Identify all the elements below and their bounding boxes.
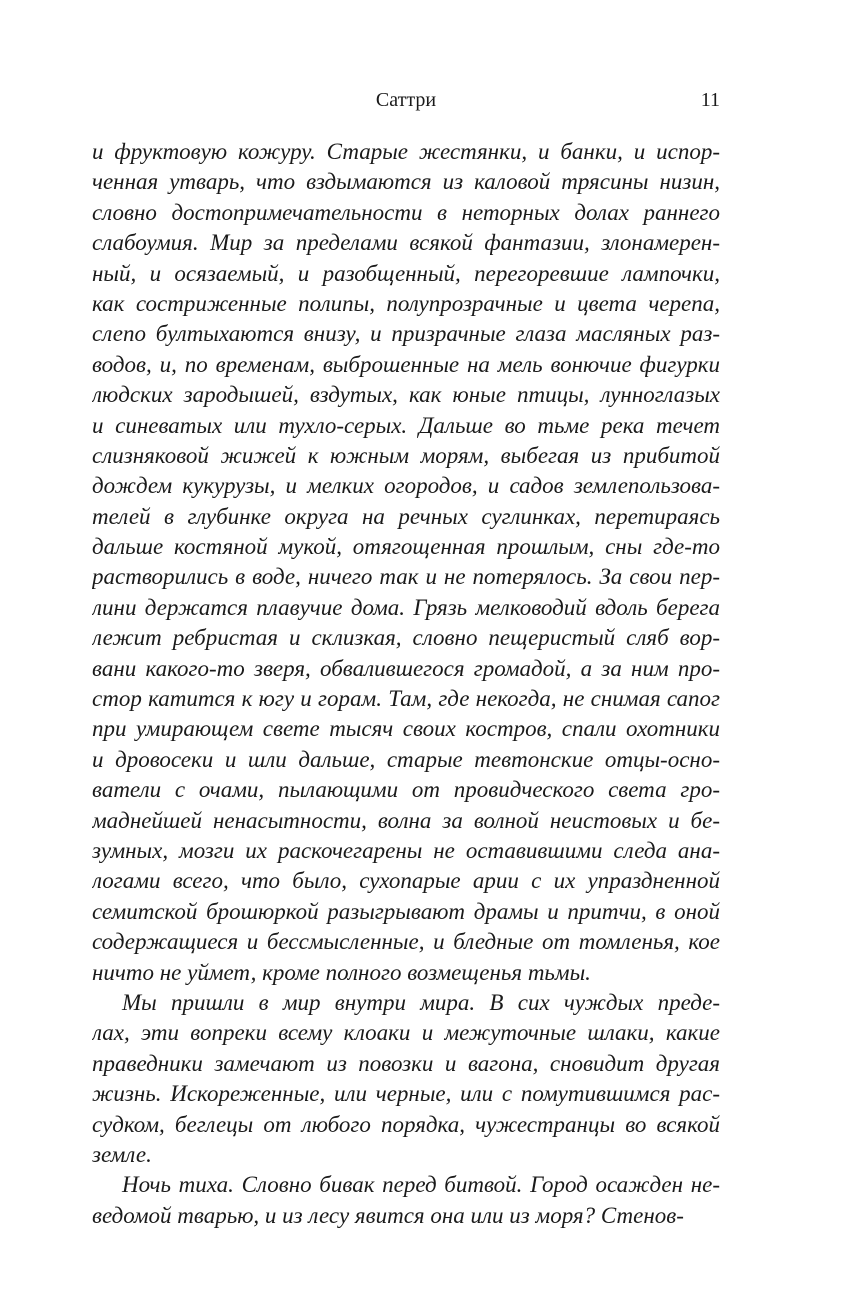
text-line: лини держатся плавучие дома. Грязь мелководий вдоль берега	[92, 594, 720, 620]
text-line: жизнь. Искореженные, или черные, или с помутившимся рас-	[92, 1081, 720, 1107]
text-line: судком, беглецы от любого порядка, чужестранцы во всякой	[92, 1111, 720, 1137]
running-head	[92, 86, 720, 114]
text-line: и дровосеки и шли дальше, старые тевтонские отцы-осно-	[92, 746, 720, 772]
text-line: ченная утварь, что вздымаются из каловой трясины низин,	[92, 169, 720, 195]
text-line: содержащиеся и бессмысленные, и бледные от томленья, кое	[92, 929, 720, 955]
text-line: земле.	[92, 1141, 152, 1167]
text-line: вани какого-то зверя, обвалившегося громадой, а за ним про-	[92, 655, 720, 681]
text-line: слизняковой жижей к южным морям, выбегая из прибитой	[92, 442, 720, 468]
text-line: телей в глубинке округа на речных суглинках, перетираясь	[92, 503, 720, 529]
text-line: дождем кукурузы, и мелких огородов, и садов землепользова-	[92, 473, 720, 499]
text-line: дальше костяной мукой, отягощенная прошлым, сны где-то	[92, 534, 720, 560]
page-number: 11	[700, 89, 720, 111]
body-text	[92, 137, 720, 1231]
text-line: как состриженные полипы, полупрозрачные и цвета черепа,	[92, 290, 720, 316]
text-line: ный, и осязаемый, и разобщенный, перегоревшие лампочки,	[92, 260, 720, 286]
text-line: Ночь тиха. Словно бивак перед битвой. Город осажден не-	[122, 1172, 720, 1198]
text-line: зумных, мозги их раскочегарены не оставившими следа ана-	[92, 837, 720, 863]
text-line: слабоумия. Мир за пределами всякой фантазии, злонамерен-	[92, 230, 720, 256]
text-line: Мы пришли в мир внутри мира. В сих чуждых преде-	[122, 989, 720, 1015]
paragraph	[92, 137, 720, 988]
text-line: водов, и, по временам, выброшенные на мель вонючие фигурки	[92, 351, 720, 377]
text-line: ничто не уймет, кроме полного возмещенья тьмы.	[92, 959, 591, 985]
text-line: стор катится к югу и горам. Там, где некогда, не снимая сапог	[92, 686, 720, 712]
text-line: и фруктовую кожуру. Старые жестянки, и банки, и испор-	[92, 139, 720, 164]
text-line: ведомой тварью, и из лесу явится она или из моря? Стенов-	[92, 1202, 684, 1228]
running-title: Саттри	[375, 89, 437, 111]
paragraph	[92, 1170, 720, 1231]
text-line: людских зародышей, вздутых, как юные птицы, лунноглазых	[92, 382, 720, 408]
text-line: словно достопримечательности в неторных долах раннего	[92, 199, 720, 225]
paragraph	[92, 988, 720, 1170]
text-line: растворились в воде, ничего так и не потерялось. За свои пер-	[92, 564, 720, 590]
text-line: праведники замечают из повозки и вагона, сновидит другая	[92, 1050, 720, 1076]
text-line: лах, эти вопреки всему клоаки и межуточные шлаки, какие	[92, 1020, 720, 1046]
text-line: лежит ребристая и склизкая, словно пещеристый сляб вор-	[92, 625, 720, 651]
text-line: ватели с очами, пылающими от провидческого света гро-	[92, 777, 720, 803]
text-line: маднейшей ненасытности, волна за волной неистовых и бе-	[92, 807, 720, 833]
text-line: слепо бултыхаются внизу, и призрачные глаза масляных раз-	[92, 321, 720, 347]
text-line: и синеватых или тухло-серых. Дальше во тьме река течет	[92, 412, 720, 438]
text-line: семитской брошюркой разыгрывают драмы и притчи, в оной	[92, 898, 720, 924]
text-line: логами всего, что было, сухопарые арии с их упраздненной	[92, 868, 720, 894]
text-line: при умирающем свете тысяч своих костров, спали охотники	[92, 716, 720, 742]
